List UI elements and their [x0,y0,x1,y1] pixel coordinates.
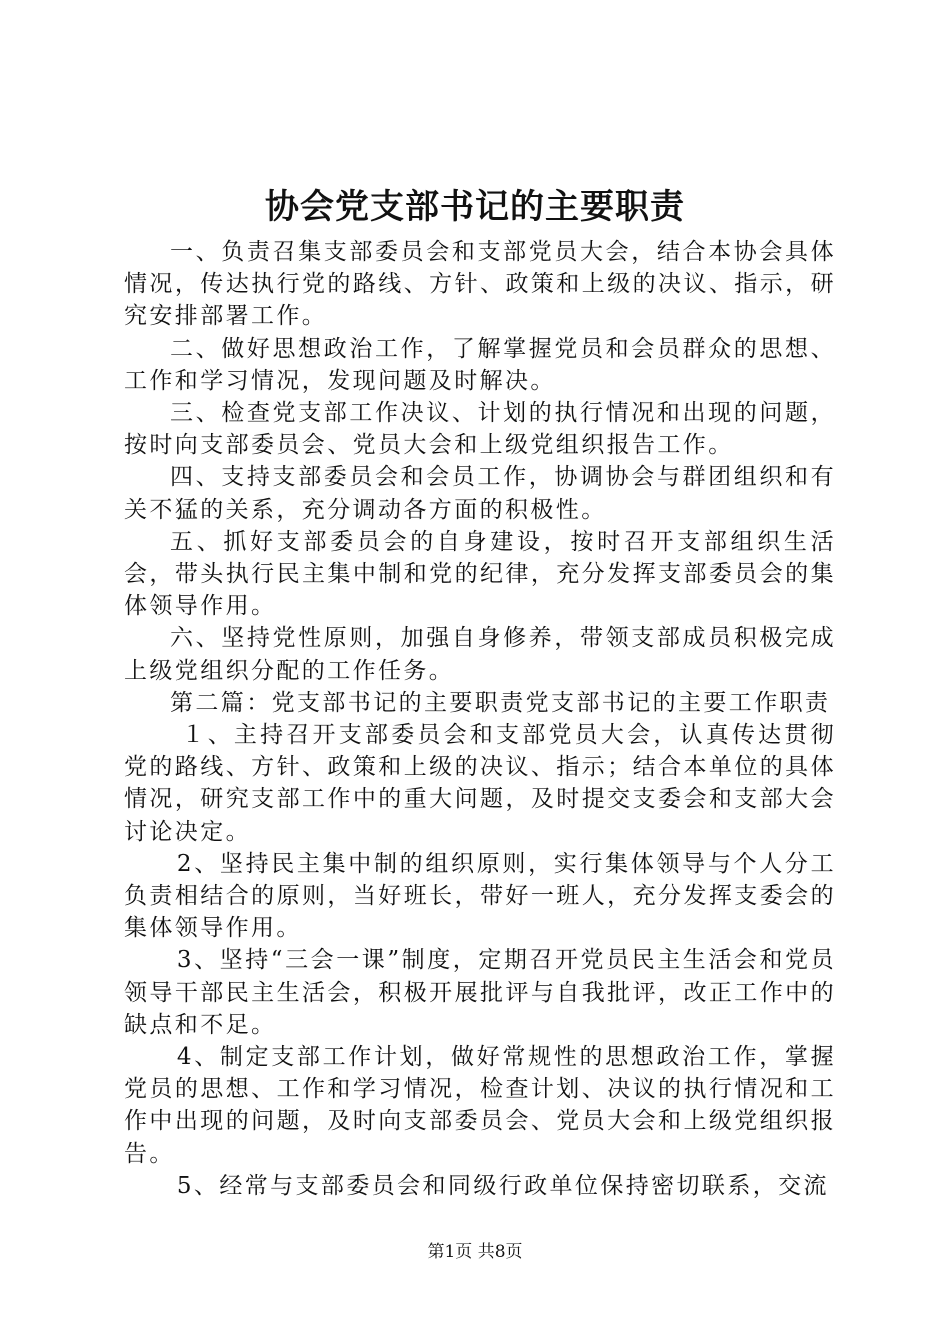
paragraph-6: 六、坚持党性原则，加强自身修养，带领支部成员积极完成上级党组织分配的工作任务。 [124,625,836,684]
section-heading-part-two: 第二篇：党支部书记的主要职责党支部书记的主要工作职责 [170,689,831,716]
paragraph-2: 二、做好思想政治工作，了解掌握党员和会员群众的思想、工作和学习情况，发现问题及时解决。 [124,335,836,394]
duty-item-2: 2、坚持民主集中制的组织原则，实行集体领导与个人分工负责相结合的原则，当好班长，带好一班人，充分发挥支委会的集体领导作用。 [124,850,836,942]
paragraph-4: 四、支持支部委员会和会员工作，协调协会与群团组织和有关不猛的关系，充分调动各方面的积极性。 [124,464,836,523]
paragraph-1: 一、负责召集支部委员会和支部党员大会，结合本协会具体情况，传达执行党的路线、方针、政策和上级的决议、指示，研究安排部署工作。 [124,239,836,330]
document-body [124,236,836,1202]
document-title: 协会党支部书记的主要职责 [265,187,685,227]
duty-item-5: 5、经常与支部委员会和同级行政单位保持密切联系，交流 [176,1172,829,1199]
duty-item-1: １、主持召开支部委员会和支部党员大会，认真传达贯彻党的路线、方针、政策和上级的决议、指示；结合本单位的具体情况，研究支部工作中的重大问题，及时提交支委会和支部大会讨论决定。 [124,722,836,845]
duty-item-4: 4、制定支部工作计划，做好常规性的思想政治工作，掌握党员的思想、工作和学习情况，检查计划、决议的执行情况和工作中出现的问题，及时向支部委员会、党员大会和上级党组织报告。 [124,1044,836,1167]
paragraph-3: 三、检查党支部工作决议、计划的执行情况和出现的问题，按时向支部委员会、党员大会和上级党组织报告工作。 [124,400,836,459]
paragraph-5: 五、抓好支部委员会的自身建设，按时召开支部组织生活会，带头执行民主集中制和党的纪律，充分发挥支部委员会的集体领导作用。 [124,528,836,620]
duty-item-3: 3、坚持“三会一课”制度，定期召开党员民主生活会和党员领导干部民主生活会，积极开展批评与自我批评，改正工作中的缺点和不足。 [124,947,836,1038]
page-number-footer: 第1页 共8页 [427,1242,523,1262]
